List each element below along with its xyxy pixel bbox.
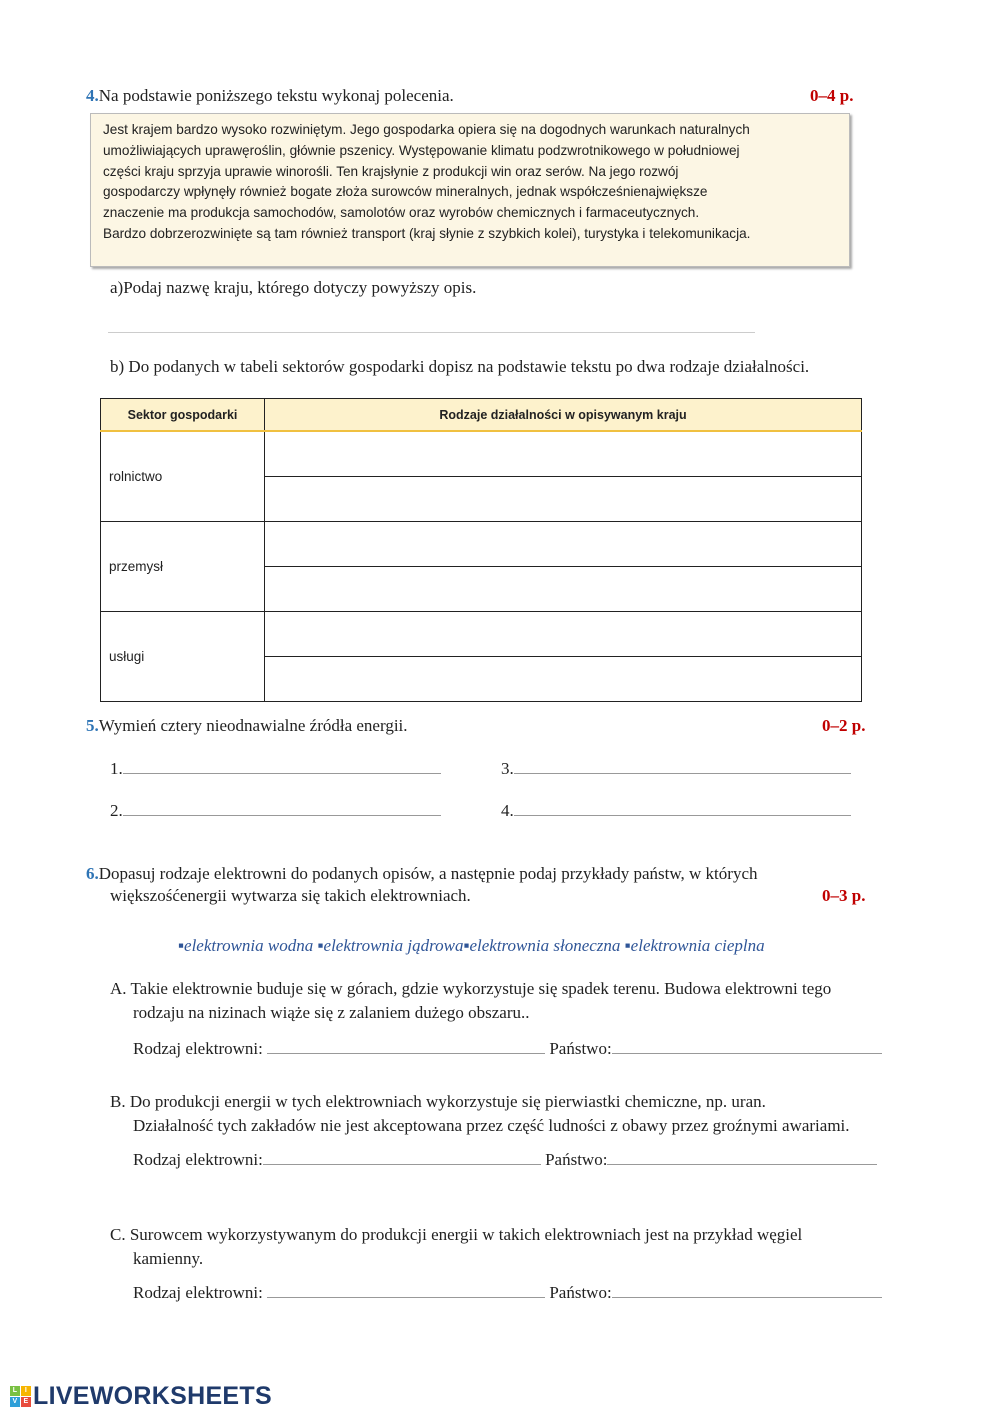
q4a-answer-line[interactable] [108, 332, 755, 333]
answer-label: 1. [110, 759, 123, 778]
passage-line: gospodarczy wpłynęły również bogate złoża surowców mineralnych, jednak współcześnienajwiększe [103, 184, 708, 200]
q5-answer-2[interactable] [110, 801, 441, 821]
answer-label: 3. [501, 759, 514, 778]
answer-label: 4. [501, 801, 514, 820]
type-label: Rodzaj elektrowni: [133, 1150, 263, 1169]
type-input[interactable] [263, 1150, 541, 1165]
badge-letter: V [10, 1397, 20, 1407]
q4a-prompt: a)Podaj nazwę kraju, którego dotyczy powyższy opis. [110, 278, 477, 297]
q5-answer-3[interactable] [501, 759, 851, 779]
sector-uslugi: usługi [101, 612, 265, 702]
country-label: Państwo: [549, 1039, 612, 1058]
q5-answer-4[interactable] [501, 801, 851, 821]
answer-label: 2. [110, 801, 123, 820]
item-b-answers [133, 1150, 877, 1170]
q6-text-2: większośćenergii wytwarza się takich elektrowniach. [110, 886, 471, 905]
q4-passage [90, 113, 850, 267]
country-input[interactable] [612, 1039, 882, 1054]
item-a-answers [133, 1039, 882, 1059]
item-c-text-2: kamienny. [133, 1249, 204, 1268]
logo-badge-icon [10, 1386, 31, 1407]
type-input[interactable] [267, 1283, 545, 1298]
passage-line: umożliwiających uprawęroślin, głównie pszenicy. Występowanie klimatu podzwrotnikowego w południowej [103, 142, 740, 158]
passage-line: Jest krajem bardzo wysoko rozwiniętym. Jego gospodarka opiera się na dogodnych warunkach naturalnych [103, 122, 750, 137]
table-header: Rodzaje działalności w opisywanym kraju [265, 399, 862, 432]
item-a-text: A. Takie elektrownie buduje się w górach, gdzie wykorzystuje się spadek terenu. Budowa elektrowni tego [110, 979, 832, 998]
sector-przemysl: przemysł [101, 522, 265, 612]
answer-cell[interactable] [265, 612, 862, 657]
badge-letter: L [10, 1386, 20, 1396]
table-header: Sektor gospodarki [101, 399, 265, 432]
answer-cell[interactable] [265, 431, 862, 477]
passage-line: części kraju sprzyja uprawie winorośli. Ten krajsłynie z produkcji win oraz serów. Na jego rozwój [103, 163, 679, 179]
passage-line: znaczenie ma produkcja samochodów, samolotów oraz wyrobów chemicznych i farmaceutycznych. [103, 205, 700, 221]
q5-answer-1[interactable] [110, 759, 441, 779]
q5-title [86, 716, 408, 736]
type-label: Rodzaj elektrowni: [133, 1283, 263, 1302]
q6-title [86, 864, 757, 884]
q6-points: 0–3 p. [822, 886, 866, 905]
sector-table [100, 398, 862, 702]
q5-text: Wymień cztery nieodnawialne źródła energii. [98, 716, 408, 735]
passage-line: Bardzo dobrzerozwinięte są tam również transport (kraj słynie z szybkich kolei), turystyka i telekomunikacja. [103, 225, 751, 241]
logo-text: LIVEWORKSHEETS [33, 1382, 272, 1410]
answer-cell[interactable] [265, 477, 862, 522]
sector-rolnictwo: rolnictwo [101, 431, 265, 522]
type-label: Rodzaj elektrowni: [133, 1039, 263, 1058]
q4-number: 4. [86, 86, 99, 105]
q4-points: 0–4 p. [810, 86, 854, 105]
country-label: Państwo: [545, 1150, 608, 1169]
liveworksheets-logo [10, 1382, 272, 1411]
q4b-prompt: b) Do podanych w tabeli sektorów gospodarki dopisz na podstawie tekstu po dwa rodzaje działalności. [110, 357, 810, 376]
q5-points: 0–2 p. [822, 716, 866, 735]
q6-number: 6. [86, 864, 99, 883]
item-a-text-2: rodzaju na nizinach wiąże się z zalaniem dużego obszaru.. [133, 1003, 530, 1022]
q4-text: Na podstawie poniższego tekstu wykonaj polecenia. [98, 86, 454, 105]
country-input[interactable] [612, 1283, 882, 1298]
type-input[interactable] [267, 1039, 545, 1054]
item-b-text-2: Działalność tych zakładów nie jest akceptowana przez część ludności z obawy przez groźnymi awariami. [133, 1116, 850, 1135]
q4-title [86, 86, 454, 106]
answer-cell[interactable] [265, 522, 862, 567]
answer-cell[interactable] [265, 657, 862, 702]
power-plant-options: ▪elektrownia wodna ▪elektrownia jądrowa▪elektrownia słoneczna ▪elektrownia cieplna [178, 936, 765, 955]
answer-cell[interactable] [265, 567, 862, 612]
badge-letter: I [21, 1386, 31, 1396]
item-c-text: C. Surowcem wykorzystywanym do produkcji energii w takich elektrowniach jest na przykład węgiel [110, 1225, 803, 1244]
item-b-text: B. Do produkcji energii w tych elektrowniach wykorzystuje się pierwiastki chemiczne, np. uran. [110, 1092, 766, 1111]
item-c-answers [133, 1283, 882, 1303]
badge-letter: E [21, 1397, 31, 1407]
q6-text: Dopasuj rodzaje elektrowni do podanych opisów, a następnie podaj przykłady państw, w których [98, 864, 758, 883]
q5-number: 5. [86, 716, 99, 735]
country-input[interactable] [607, 1150, 877, 1165]
country-label: Państwo: [549, 1283, 612, 1302]
